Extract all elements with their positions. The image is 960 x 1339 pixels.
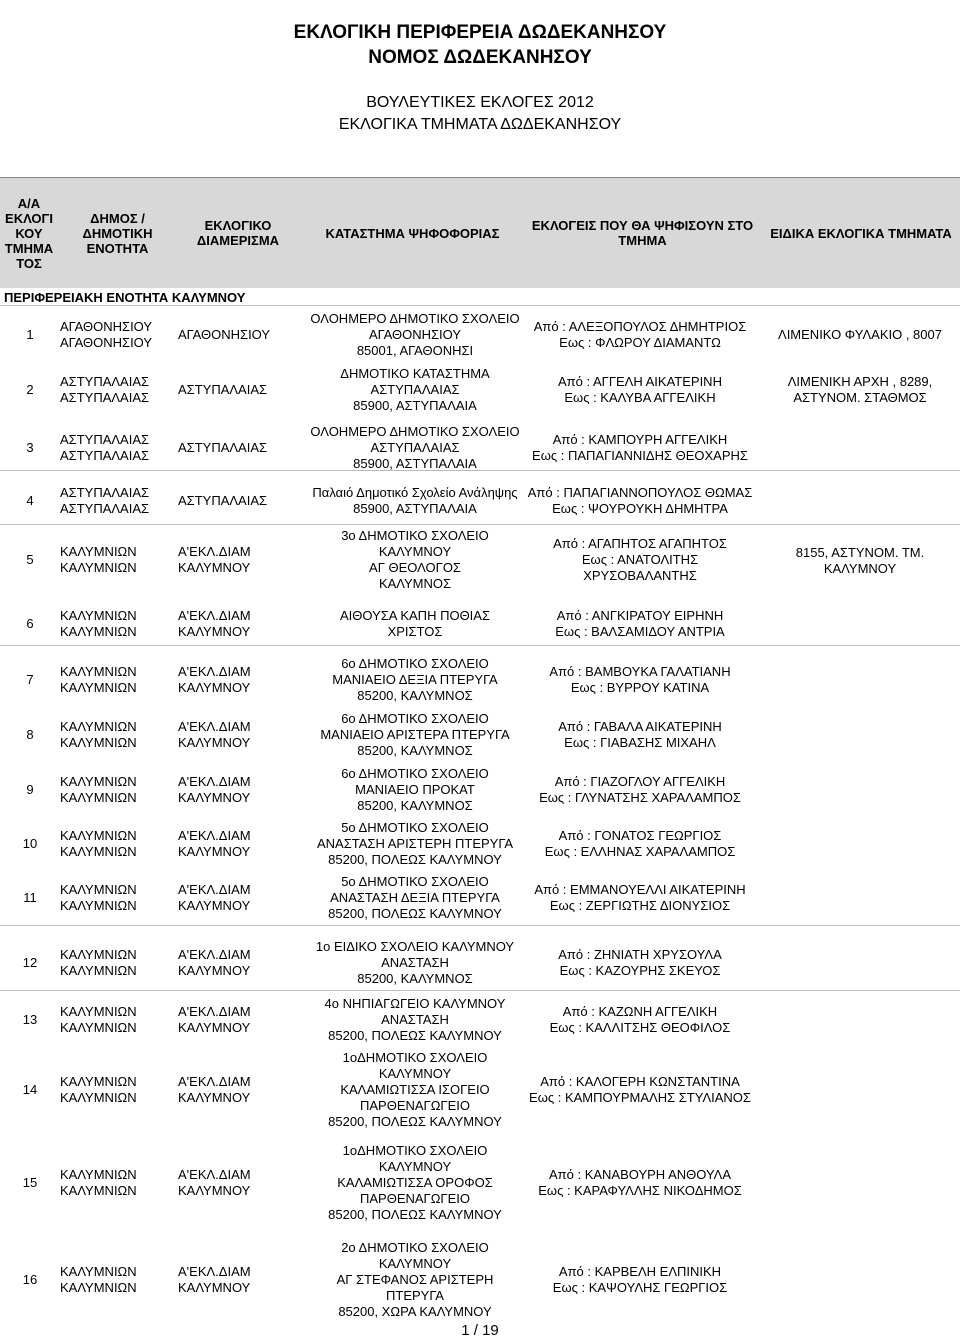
unit-cell-line: Α'ΕΚΛ.ΔΙΑΜ <box>178 1264 251 1279</box>
voters-cell-line: Εως : ΨΟΥΡΟΥΚΗ ΔΗΜΗΤΡΑ <box>552 500 728 516</box>
unit-cell <box>178 598 298 650</box>
voters-cell <box>525 420 755 475</box>
voters-cell-line: Εως : ΚΑΡΑΦΥΛΛΗΣ ΝΙΚΟΔΗΜΟΣ <box>538 1182 742 1198</box>
municipality-cell-line: ΚΑΛΥΜΝΙΩΝ <box>60 1090 137 1105</box>
municipality-cell <box>60 420 175 475</box>
unit-cell-line: Α'ΕΚΛ.ΔΙΑΜ <box>178 1004 251 1019</box>
voters-cell-line: Εως : ΒΥΡΡΟΥ ΚΑΤΙΝΑ <box>570 680 710 695</box>
municipality-cell <box>60 820 175 868</box>
municipality-cell <box>60 655 175 705</box>
unit-cell <box>178 478 298 523</box>
voters-cell <box>525 598 755 650</box>
unit-cell-line: Α'ΕΚΛ.ΔΙΑΜ <box>178 946 251 962</box>
location-cell-line: ΑΝΑΣΤΑΣΗ <box>381 1012 449 1027</box>
location-cell-line: 85200, ΠΟΛΕΩΣ ΚΑΛΥΜΝΟΥ <box>328 1114 502 1129</box>
voters-cell <box>525 1045 755 1135</box>
location-cell-line: ΑΣΤΥΠΑΛΑΙΑΣ <box>370 439 460 455</box>
municipality-cell-line: ΚΑΛΥΜΝΙΩΝ <box>60 719 137 734</box>
municipality-cell <box>60 868 175 928</box>
header-label-line: ΕΚΛΟΓΙ <box>5 210 53 226</box>
row-number: 9 <box>26 782 34 797</box>
municipality-cell-line: ΑΣΤΥΠΑΛΑΙΑΣ <box>60 431 150 447</box>
voters-cell-line: Εως : ΖΕΡΓΙΩΤΗΣ ΔΙΟΝΥΣΙΟΣ <box>549 898 731 913</box>
location-cell <box>300 1230 530 1330</box>
location-cell-line: Παλαιό Δημοτικό Σχολείο Ανάληψης <box>312 484 518 500</box>
header-label-line: ΤΜΗΜΑ <box>618 233 667 248</box>
location-cell-line: ΚΑΛΥΜΝΟΣ <box>378 576 452 591</box>
voters-cell-line: Από : ΑΓΓΕΛΗ ΑΙΚΑΤΕΡΙΝΗ <box>558 374 722 389</box>
municipality-cell-line: ΚΑΛΥΜΝΙΩΝ <box>60 1020 137 1035</box>
special-section-cell-line: 8155, ΑΣΤΥΝΟΜ. ΤΜ. <box>795 545 925 560</box>
unit-cell-line: ΚΑΛΥΜΝΟΥ <box>178 560 251 575</box>
special-section-cell <box>760 310 960 360</box>
voters-cell <box>525 1140 755 1225</box>
special-section-cell <box>760 362 960 417</box>
voters-cell <box>525 820 755 868</box>
location-cell-line: ΚΑΛΥΜΝΟΥ <box>378 544 452 559</box>
header-label-line: Α/Α <box>17 195 41 211</box>
unit-cell <box>178 995 298 1045</box>
header-label-line: ΔΙΑΜΕΡΙΣΜΑ <box>196 233 280 248</box>
voters-cell <box>525 365 755 415</box>
voters-cell-line: Εως : ΠΑΠΑΓΙΑΝΝΙΔΗΣ ΘΕΟΧΑΡΗΣ <box>532 447 748 463</box>
unit-cell <box>178 420 298 475</box>
unit-cell <box>178 365 298 415</box>
voters-cell-line: Από : ΚΑΝΑΒΟΥΡΗ ΑΝΘΟΥΛΑ <box>548 1166 732 1182</box>
unit-cell-line: ΚΑΛΥΜΝΟΥ <box>178 1280 251 1295</box>
municipality-cell-line: ΑΓΑΘΟΝΗΣΙΟΥ <box>60 335 153 350</box>
municipality-cell-line: ΑΓΑΘΟΝΗΣΙΟΥ <box>60 319 153 334</box>
location-cell-line: ΑΣΤΥΠΑΛΑΙΑΣ <box>370 382 460 397</box>
unit-cell-line: ΚΑΛΥΜΝΟΥ <box>178 680 251 695</box>
voters-cell-line: Εως : ΒΑΛΣΑΜΙΔΟΥ ΑΝΤΡΙΑ <box>555 624 725 639</box>
row-number: 13 <box>22 1012 38 1027</box>
page-title-2: ΝΟΜΟΣ ΔΩΔΕΚΑΝΗΣΟΥ <box>368 47 592 68</box>
voters-cell-line: Εως : ΦΛΩΡΟΥ ΔΙΑΜΑΝΤΩ <box>559 335 721 350</box>
row-number: 4 <box>26 492 34 508</box>
voters-cell-line: Από : ΚΑΖΩΝΗ ΑΓΓΕΛΙΚΗ <box>562 1004 718 1019</box>
municipality-cell-line: ΚΑΛΥΜΝΙΩΝ <box>60 1182 137 1198</box>
voters-cell-line: Εως : ΓΙΑΒΑΣΗΣ ΜΙΧΑΗΛ <box>564 735 716 750</box>
municipality-cell <box>60 995 175 1045</box>
location-cell <box>300 765 530 815</box>
location-cell-line: 4ο ΝΗΠΙΑΓΩΓΕΙΟ ΚΑΛΥΜΝΟΥ <box>324 996 506 1011</box>
location-cell-line: ΜΑΝΙΑΕΙΟ ΑΡΙΣΤΕΡΑ ΠΤΕΡΥΓΑ <box>320 727 510 742</box>
municipality-cell <box>60 530 175 590</box>
location-cell-line: ΠΑΡΘΕΝΑΓΩΓΕΙΟ <box>359 1098 470 1113</box>
municipality-cell <box>60 598 175 650</box>
location-cell-line: 85200, ΚΑΛΥΜΝΟΣ <box>357 688 473 703</box>
location-cell-line: 85200, ΠΟΛΕΩΣ ΚΑΛΥΜΝΟΥ <box>328 852 502 867</box>
row-number: 14 <box>22 1082 38 1097</box>
location-cell <box>300 598 530 650</box>
voters-cell <box>525 995 755 1045</box>
unit-cell-line: Α'ΕΚΛ.ΔΙΑΜ <box>178 1166 251 1182</box>
unit-cell <box>178 1045 298 1135</box>
municipality-cell-line: ΚΑΛΥΜΝΙΩΝ <box>60 1264 137 1279</box>
location-cell-line: ΚΑΛΥΜΝΟΥ <box>378 1256 452 1271</box>
unit-cell <box>178 820 298 868</box>
group-divider <box>0 990 960 991</box>
location-cell-line: ΟΛΟΗΜΕΡΟ ΔΗΜΟΤΙΚΟ ΣΧΟΛΕΙΟ <box>310 423 520 439</box>
location-cell-line: 6ο ΔΗΜΟΤΙΚΟ ΣΧΟΛΕΙΟ <box>341 656 489 671</box>
location-cell-line: 1ο ΕΙΔΙΚΟ ΣΧΟΛΕΙΟ ΚΑΛΥΜΝΟΥ <box>315 938 515 954</box>
unit-cell-line: ΑΣΤΥΠΑΛΑΙΑΣ <box>178 439 268 455</box>
location-cell-line: 85900, ΑΣΤΥΠΑΛΑΙΑ <box>353 500 477 516</box>
unit-cell-line: Α'ΕΚΛ.ΔΙΑΜ <box>178 1074 251 1089</box>
location-cell <box>300 530 530 590</box>
row-number: 2 <box>26 382 34 397</box>
header-location <box>300 178 525 288</box>
special-section-cell-line: ΑΣΤΥΝΟΜ. ΣΤΑΘΜΟΣ <box>793 389 927 405</box>
unit-cell-line: ΚΑΛΥΜΝΟΥ <box>178 735 251 750</box>
voters-cell <box>525 868 755 928</box>
region-label: ΠΕΡΙΦΕΡΕΙΑΚΗ ΕΝΟΤΗΤΑ ΚΑΛΥΜΝΟΥ <box>4 290 246 305</box>
municipality-cell-line: ΚΑΛΥΜΝΙΩΝ <box>60 774 137 789</box>
voters-cell-line: Από : ΚΑΡΒΕΛΗ ΕΛΠΙΝΙΚΗ <box>558 1264 722 1279</box>
municipality-cell <box>60 310 175 360</box>
unit-cell-line: ΚΑΛΥΜΝΟΥ <box>178 790 251 805</box>
row-number: 7 <box>26 672 34 687</box>
location-cell <box>300 1045 530 1135</box>
voters-cell-line: Εως : ΚΑΜΠΟΥΡΜΑΛΗΣ ΣΤΥΛΙΑΝΟΣ <box>529 1090 751 1105</box>
unit-cell-line: Α'ΕΚΛ.ΔΙΑΜ <box>178 608 251 623</box>
page-number: 1 / 19 <box>461 1322 499 1339</box>
location-cell-line: ΧΡΙΣΤΟΣ <box>387 624 443 639</box>
voters-cell <box>525 1230 755 1330</box>
unit-cell <box>178 1140 298 1225</box>
municipality-cell-line: ΚΑΛΥΜΝΙΩΝ <box>60 1280 137 1295</box>
location-cell <box>300 1140 530 1225</box>
municipality-cell-line: ΚΑΛΥΜΝΙΩΝ <box>60 624 137 639</box>
municipality-cell <box>60 1140 175 1225</box>
unit-cell <box>178 710 298 760</box>
municipality-cell-line: ΑΣΤΥΠΑΛΑΙΑΣ <box>60 447 150 463</box>
voters-cell-line: Από : ΒΑΜΒΟΥΚΑ ΓΑΛΑΤΙΑΝΗ <box>549 664 731 679</box>
municipality-cell-line: ΚΑΛΥΜΝΙΩΝ <box>60 946 137 962</box>
unit-cell-line: ΑΓΑΘΟΝΗΣΙΟΥ <box>178 327 271 342</box>
location-cell <box>300 310 530 360</box>
group-divider <box>0 305 960 306</box>
voters-cell-line: Εως : ΚΑΨΟΥΛΗΣ ΓΕΩΡΓΙΟΣ <box>552 1280 728 1295</box>
location-cell <box>300 420 530 475</box>
location-cell-line: ΚΑΛΥΜΝΟΥ <box>378 1066 452 1081</box>
municipality-cell-line: ΑΣΤΥΠΑΛΑΙΑΣ <box>60 484 150 500</box>
voters-cell-line: Από : ΚΑΜΠΟΥΡΗ ΑΓΓΕΛΙΚΗ <box>552 431 728 447</box>
municipality-cell-line: ΚΑΛΥΜΝΙΩΝ <box>60 608 137 623</box>
location-cell-line: ΑΙΘΟΥΣΑ ΚΑΠΗ ΠΟΘΙΑΣ <box>339 608 491 623</box>
location-cell-line: ΟΛΟΗΜΕΡΟ ΔΗΜΟΤΙΚΟ ΣΧΟΛΕΙΟ <box>310 311 520 326</box>
location-cell-line: 85900, ΑΣΤΥΠΑΛΑΙΑ <box>353 398 477 413</box>
unit-cell-line: Α'ΕΚΛ.ΔΙΑΜ <box>178 828 251 843</box>
municipality-cell <box>60 1045 175 1135</box>
header-unit <box>178 178 298 288</box>
voters-cell-line: Από : ΖΗΝΙΑΤΗ ΧΡΥΣΟΥΛΑ <box>558 946 722 962</box>
location-cell-line: 85200, ΠΟΛΕΩΣ ΚΑΛΥΜΝΟΥ <box>328 906 502 921</box>
location-cell-line: 85200, ΚΑΛΥΜΝΟΣ <box>357 743 473 758</box>
header-label-line: ΕΚΛΟΓΙΚΟ <box>204 218 272 233</box>
unit-cell-line: ΑΣΤΥΠΑΛΑΙΑΣ <box>178 492 268 508</box>
unit-cell-line: Α'ΕΚΛ.ΔΙΑΜ <box>178 664 251 679</box>
municipality-cell-line: ΚΑΛΥΜΝΙΩΝ <box>60 664 137 679</box>
municipality-cell-line: ΚΑΛΥΜΝΙΩΝ <box>60 882 137 897</box>
unit-cell <box>178 935 298 990</box>
voters-cell-line: Από : ΑΓΑΠΗΤΟΣ ΑΓΑΠΗΤΟΣ <box>553 536 727 551</box>
municipality-cell-line: ΚΑΛΥΜΝΙΩΝ <box>60 898 137 913</box>
voters-cell-line: Εως : ΚΑΖΟΥΡΗΣ ΣΚΕΥΟΣ <box>559 962 721 978</box>
location-cell-line: 85200, ΧΩΡΑ ΚΑΛΥΜΝΟΥ <box>338 1304 492 1319</box>
location-cell <box>300 710 530 760</box>
table-header <box>0 177 960 288</box>
row-number: 16 <box>22 1272 38 1287</box>
header-label-line: ΔΗΜΟΤΙΚΗ <box>82 225 153 241</box>
location-cell-line: 1οΔΗΜΟΤΙΚΟ ΣΧΟΛΕΙΟ <box>342 1142 488 1158</box>
location-cell-line: ΚΑΛΑΜΙΩΤΙΣΣΑ ΟΡΟΦΟΣ <box>337 1174 493 1190</box>
location-cell-line: 85200, ΚΑΛΥΜΝΟΣ <box>357 970 473 986</box>
header-special <box>762 178 960 288</box>
unit-cell <box>178 868 298 928</box>
unit-cell-line: Α'ΕΚΛ.ΔΙΑΜ <box>178 719 251 734</box>
municipality-cell <box>60 710 175 760</box>
voters-cell-line: Από : ΚΑΛΟΓΕΡΗ ΚΩΝΣΤΑΝΤΙΝΑ <box>540 1074 740 1089</box>
location-cell-line: ΠΑΡΘΕΝΑΓΩΓΕΙΟ <box>359 1190 470 1206</box>
special-section-cell-line: ΚΑΛΥΜΝΟΥ <box>823 561 897 576</box>
municipality-cell <box>60 1230 175 1330</box>
municipality-cell-line: ΑΣΤΥΠΑΛΑΙΑΣ <box>60 500 150 516</box>
special-section-cell-line: ΛΙΜΕΝΙΚΟ ΦΥΛΑΚΙΟ , 8007 <box>778 327 942 342</box>
header-label-line: ΕΝΟΤΗΤΑ <box>86 240 149 256</box>
header-label-line: ΔΗΜΟΣ / <box>90 210 145 226</box>
location-cell <box>300 655 530 705</box>
voters-cell <box>525 310 755 360</box>
header-label-line: ΤΟΣ <box>16 255 42 271</box>
row-number: 3 <box>26 439 34 455</box>
voters-cell-line: Εως : ΚΑΛΛΙΤΣΗΣ ΘΕΟΦΙΛΟΣ <box>549 1020 731 1035</box>
location-cell <box>300 820 530 868</box>
header-label-line: ΚΟΥ <box>15 225 43 241</box>
location-cell-line: 85200, ΚΑΛΥΜΝΟΣ <box>357 798 473 813</box>
location-cell-line: 85900, ΑΣΤΥΠΑΛΑΙΑ <box>353 455 477 471</box>
unit-cell-line: ΚΑΛΥΜΝΟΥ <box>178 844 251 859</box>
row-number: 6 <box>26 616 34 631</box>
row-number: 15 <box>22 1174 38 1190</box>
location-cell-line: ΔΗΜΟΤΙΚΟ ΚΑΤΑΣΤΗΜΑ <box>340 366 490 381</box>
voters-cell-line: ΧΡΥΣΟΒΑΛΑΝΤΗΣ <box>583 568 697 583</box>
voters-cell-line: Από : ΠΑΠΑΓΙΑΝΝΟΠΟΥΛΟΣ ΘΩΜΑΣ <box>527 484 753 500</box>
location-cell <box>300 478 530 523</box>
voters-cell-line: Από : ΓΑΒΑΛΑ ΑΙΚΑΤΕΡΙΝΗ <box>558 719 722 734</box>
municipality-cell-line: ΚΑΛΥΜΝΙΩΝ <box>60 544 137 559</box>
location-cell-line: ΑΝΑΣΤΑΣΗ ΑΡΙΣΤΕΡΗ ΠΤΕΡΥΓΑ <box>317 836 513 851</box>
voters-cell-line: Από : ΕΜΜΑΝΟΥΕΛΛΙ ΑΙΚΑΤΕΡΙΝΗ <box>534 882 746 897</box>
location-cell-line: ΑΓ ΣΤΕΦΑΝΟΣ ΑΡΙΣΤΕΡΗ <box>336 1272 494 1287</box>
unit-cell <box>178 765 298 815</box>
municipality-cell <box>60 365 175 415</box>
municipality-cell-line: ΚΑΛΥΜΝΙΩΝ <box>60 790 137 805</box>
location-cell-line: 5ο ΔΗΜΟΤΙΚΟ ΣΧΟΛΕΙΟ <box>341 820 489 835</box>
location-cell-line: ΚΑΛΑΜΙΩΤΙΣΣΑ ΙΣΟΓΕΙΟ <box>340 1082 490 1097</box>
voters-cell-line: Από : ΑΛΕΞΟΠΟΥΛΟΣ ΔΗΜΗΤΡΙΟΣ <box>533 319 747 334</box>
header-label-line: ΚΑΤΑΣΤΗΜΑ ΨΗΦΟΦΟΡΙΑΣ <box>325 225 500 241</box>
row-number: 8 <box>26 727 34 742</box>
municipality-cell-line: ΚΑΛΥΜΝΙΩΝ <box>60 962 137 978</box>
header-label-line: ΕΚΛΟΓΕΙΣ ΠΟΥ ΘΑ ΨΗΦΙΣΟΥΝ ΣΤΟ <box>531 218 754 233</box>
location-cell <box>300 868 530 928</box>
location-cell-line: ΜΑΝΙΑΕΙΟ ΔΕΞΙΑ ΠΤΕΡΥΓΑ <box>332 672 498 687</box>
municipality-cell-line: ΚΑΛΥΜΝΙΩΝ <box>60 735 137 750</box>
municipality-cell-line: ΚΑΛΥΜΝΙΩΝ <box>60 828 137 843</box>
municipality-cell-line: ΚΑΛΥΜΝΙΩΝ <box>60 1004 137 1019</box>
header-num <box>0 178 58 288</box>
location-cell-line: 6ο ΔΗΜΟΤΙΚΟ ΣΧΟΛΕΙΟ <box>341 766 489 781</box>
group-divider <box>0 524 960 525</box>
municipality-cell-line: ΚΑΛΥΜΝΙΩΝ <box>60 1166 137 1182</box>
municipality-cell <box>60 478 175 523</box>
location-cell-line: ΜΑΝΙΑΕΙΟ ΠΡΟΚΑΤ <box>355 782 475 797</box>
location-cell-line: ΠΤΕΡΥΓΑ <box>386 1288 444 1303</box>
location-cell-line: ΑΝΑΣΤΑΣΗ ΔΕΞΙΑ ΠΤΕΡΥΓΑ <box>330 890 500 905</box>
voters-cell-line: Από : ΑΝΓΚΙΡΑΤΟΥ ΕΙΡΗΝΗ <box>556 608 724 623</box>
location-cell-line: 6ο ΔΗΜΟΤΙΚΟ ΣΧΟΛΕΙΟ <box>341 711 489 726</box>
location-cell-line: 3ο ΔΗΜΟΤΙΚΟ ΣΧΟΛΕΙΟ <box>341 528 489 543</box>
location-cell-line: 85200, ΠΟΛΕΩΣ ΚΑΛΥΜΝΟΥ <box>328 1206 502 1222</box>
unit-cell-line: ΚΑΛΥΜΝΟΥ <box>178 1182 251 1198</box>
location-cell <box>300 995 530 1045</box>
row-number: 11 <box>23 890 37 905</box>
voters-cell <box>525 935 755 990</box>
unit-cell-line: Α'ΕΚΛ.ΔΙΑΜ <box>178 882 251 897</box>
row-number: 1 <box>26 327 34 342</box>
row-number: 5 <box>26 552 34 567</box>
location-cell-line: ΚΑΛΥΜΝΟΥ <box>378 1158 452 1174</box>
unit-cell <box>178 310 298 360</box>
unit-cell-line: ΚΑΛΥΜΝΟΥ <box>178 624 251 639</box>
voters-cell <box>525 655 755 705</box>
location-cell-line: 85200, ΠΟΛΕΩΣ ΚΑΛΥΜΝΟΥ <box>328 1028 502 1043</box>
location-cell-line: 1οΔΗΜΟΤΙΚΟ ΣΧΟΛΕΙΟ <box>342 1050 488 1065</box>
voters-cell-line: Από : ΓΟΝΑΤΟΣ ΓΕΩΡΓΙΟΣ <box>558 828 722 843</box>
municipality-cell-line: ΚΑΛΥΜΝΙΩΝ <box>60 844 137 859</box>
municipality-cell-line: ΑΣΤΥΠΑΛΑΙΑΣ <box>60 374 150 389</box>
voters-cell <box>525 710 755 760</box>
municipality-cell <box>60 765 175 815</box>
voters-cell-line: Εως : ΕΛΛΗΝΑΣ ΧΑΡΑΛΑΜΠΟΣ <box>544 844 736 859</box>
municipality-cell <box>60 935 175 990</box>
header-label-line: ΤΜΗΜΑ <box>4 240 54 256</box>
unit-cell <box>178 1230 298 1330</box>
voters-cell-line: Από : ΓΙΑΖΟΓΛΟΥ ΑΓΓΕΛΙΚΗ <box>554 774 726 789</box>
voters-cell <box>525 478 755 523</box>
municipality-cell-line: ΑΣΤΥΠΑΛΑΙΑΣ <box>60 390 150 405</box>
location-cell-line: 5ο ΔΗΜΟΤΙΚΟ ΣΧΟΛΕΙΟ <box>341 874 489 889</box>
unit-cell-line: ΚΑΛΥΜΝΟΥ <box>178 898 251 913</box>
unit-cell <box>178 655 298 705</box>
municipality-cell-line: ΚΑΛΥΜΝΙΩΝ <box>60 680 137 695</box>
voters-cell <box>525 530 755 590</box>
voters-cell-line: Εως : ΓΛΥΝΑΤΣΗΣ ΧΑΡΑΛΑΜΠΟΣ <box>539 790 741 805</box>
location-cell <box>300 365 530 415</box>
location-cell-line: 85001, ΑΓΑΘΟΝΗΣΙ <box>356 343 474 358</box>
row-number: 12 <box>22 954 38 970</box>
location-cell <box>300 935 530 990</box>
page-subtitle-2: ΕΚΛΟΓΙΚΑ ΤΜΗΜΑΤΑ ΔΩΔΕΚΑΝΗΣΟΥ <box>338 116 622 133</box>
unit-cell-line: ΚΑΛΥΜΝΟΥ <box>178 1090 251 1105</box>
special-section-cell <box>760 530 960 592</box>
unit-cell-line: Α'ΕΚΛ.ΔΙΑΜ <box>178 544 251 559</box>
unit-cell-line: Α'ΕΚΛ.ΔΙΑΜ <box>178 774 251 789</box>
location-cell-line: ΑΓ ΘΕΟΛΟΓΟΣ <box>369 560 461 575</box>
location-cell-line: ΑΓΑΘΟΝΗΣΙΟΥ <box>368 327 462 342</box>
location-cell-line: 2ο ΔΗΜΟΤΙΚΟ ΣΧΟΛΕΙΟ <box>341 1240 489 1255</box>
voters-cell <box>525 765 755 815</box>
voters-cell-line: Εως : ΚΑΛΥΒΑ ΑΓΓΕΛΙΚΗ <box>564 390 716 405</box>
unit-cell-line: ΚΑΛΥΜΝΟΥ <box>178 962 251 978</box>
unit-cell-line: ΑΣΤΥΠΑΛΑΙΑΣ <box>178 382 268 397</box>
header-voters <box>525 178 760 288</box>
special-section-cell-line: ΛΙΜΕΝΙΚΗ ΑΡΧΗ , 8289, <box>787 373 933 389</box>
row-number: 10 <box>22 836 38 851</box>
municipality-cell-line: ΚΑΛΥΜΝΙΩΝ <box>60 1074 137 1089</box>
page-title: ΕΚΛΟΓΙΚΗ ΠΕΡΙΦΕΡΕΙΑ ΔΩΔΕΚΑΝΗΣΟΥ <box>293 22 667 43</box>
page-subtitle: ΒΟΥΛΕΥΤΙΚΕΣ ΕΚΛΟΓΕΣ 2012 <box>366 94 594 111</box>
unit-cell <box>178 530 298 590</box>
header-municipality <box>60 178 175 288</box>
header-label-line: ΕΙΔΙΚΑ ΕΚΛΟΓΙΚΑ ΤΜΗΜΑΤΑ <box>770 225 952 241</box>
unit-cell-line: ΚΑΛΥΜΝΟΥ <box>178 1020 251 1035</box>
voters-cell-line: Εως : ΑΝΑΤΟΛΙΤΗΣ <box>581 552 699 567</box>
location-cell-line: ΑΝΑΣΤΑΣΗ <box>381 954 449 970</box>
municipality-cell-line: ΚΑΛΥΜΝΙΩΝ <box>60 560 137 575</box>
